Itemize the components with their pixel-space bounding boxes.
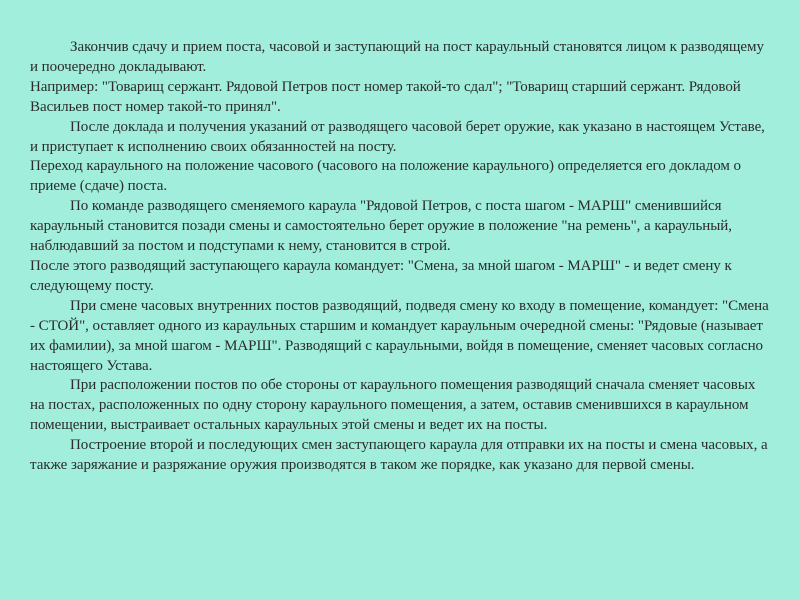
paragraph-6: После этого разводящий заступающего караула командует: "Смена, за мной шагом - МАРШ" - и ведет смену к следующему посту. bbox=[30, 257, 732, 294]
paragraph-7: При смене часовых внутренних постов разводящий, подведя смену ко входу в помещение, командует: "Смена - СТОЙ", оставляет одного из караульных старшим и командует караульным очередной смены: "Рядовые (называет их фамилии), за мной шагом - МАРШ". Разводящий с караульными, войдя в помещение, сменяет часовых согласно настоящего Устава. bbox=[30, 297, 769, 374]
paragraph-1: Закончив сдачу и прием поста, часовой и заступающий на пост караульный становятся лицом к разводящему и поочередно докладывают. bbox=[30, 39, 764, 75]
paragraph-9: Построение второй и последующих смен заступающего караула для отправки их на посты и смена часовых, а также заряжание и разряжание оружия производятся в таком же порядке, как указано для первой смены. bbox=[30, 437, 768, 474]
paragraph-3: После доклада и получения указаний от разводящего часовой берет оружие, как указано в настоящем Уставе, и приступает к исполнению своих обязанностей на посту. bbox=[30, 118, 765, 155]
paragraph-8: При расположении постов по обе стороны от караульного помещения разводящий сначала сменяет часовых на постах, расположенных по одну сторону караульного помещения, а затем, оставив сменившихся в караульном помещении, выстраивает остальных караульных этой смены и ведет их на посты. bbox=[30, 377, 756, 434]
paragraph-4: Переход караульного на положение часового (часового на положение караульного) определяется его докладом о приеме (сдаче) поста. bbox=[30, 158, 742, 195]
document-text bbox=[30, 38, 772, 476]
paragraph-2: Например: "Товарищ сержант. Рядовой Петров пост номер такой-то сдал"; "Товарищ старший сержант. Рядовой Васильев пост номер такой-то принял". bbox=[30, 78, 741, 115]
paragraph-5: По команде разводящего сменяемого караула "Рядовой Петров, с поста шагом - МАРШ" сменившийся караульный становится позади смены и самостоятельно берет оружие в положение "на ремень", а караульный, наблюдавший за постом и подступами к нему, становится в строй. bbox=[30, 198, 732, 255]
